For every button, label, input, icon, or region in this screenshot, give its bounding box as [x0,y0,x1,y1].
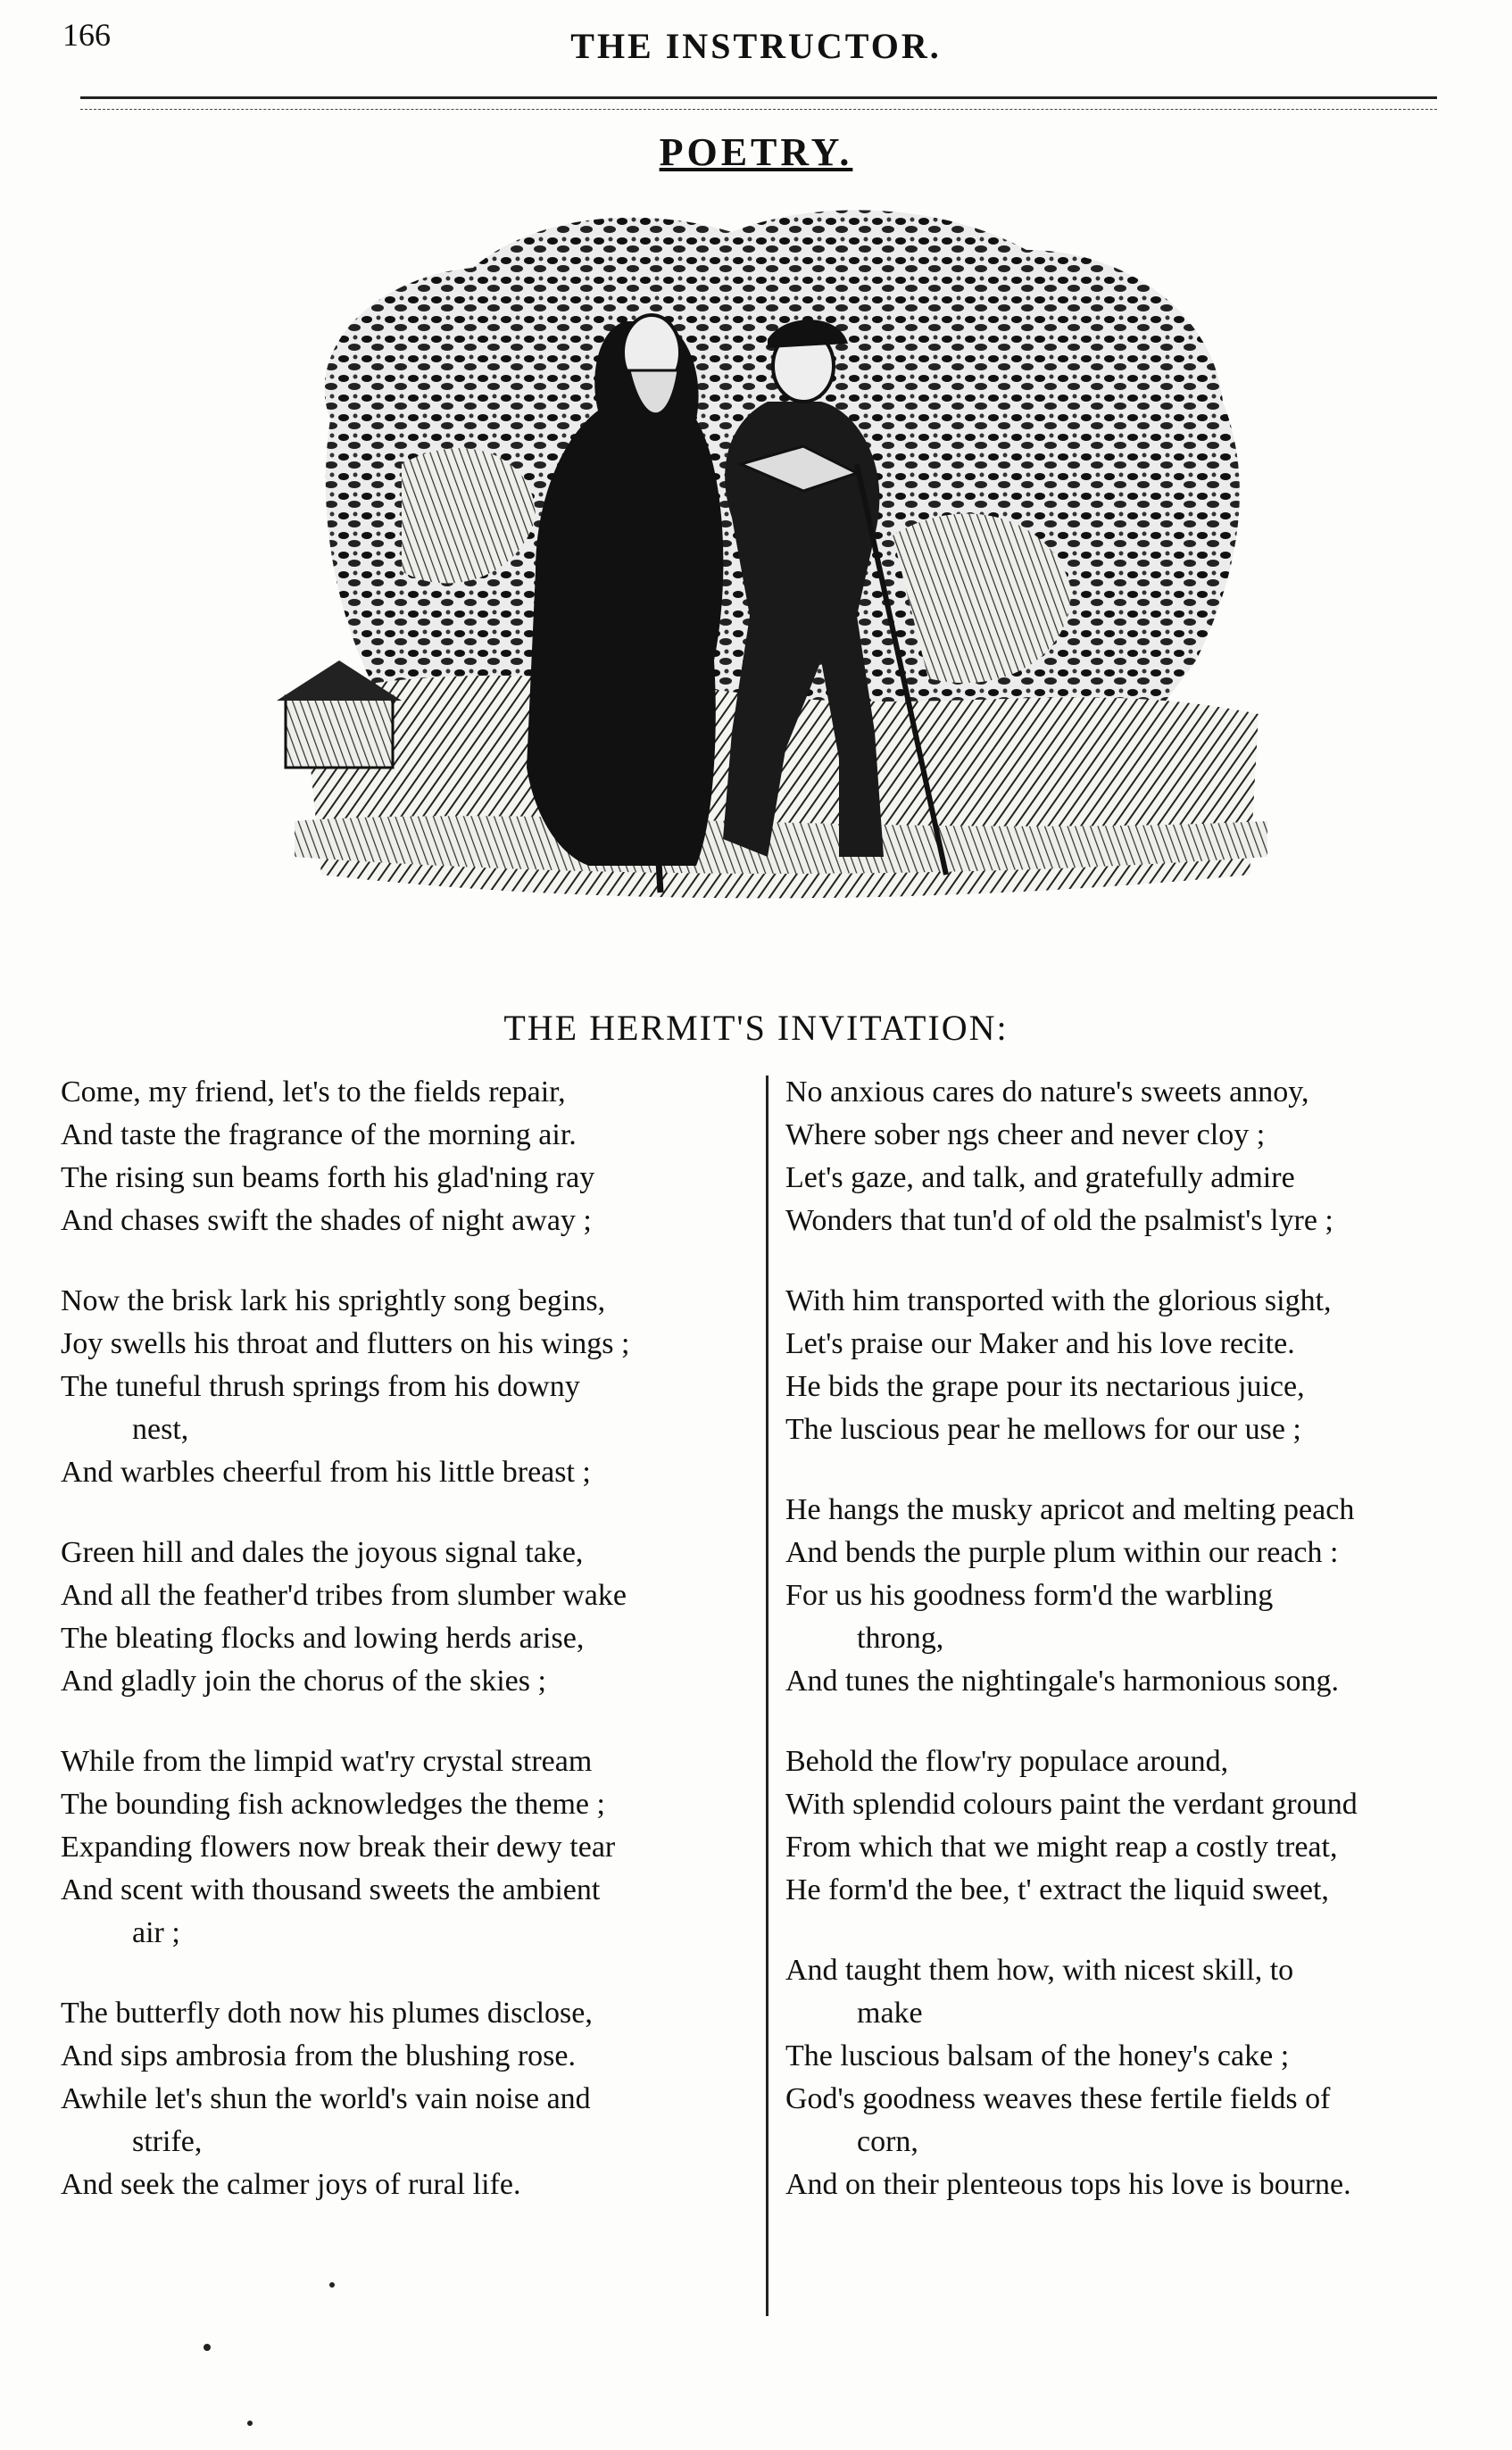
verse-line: And warbles cheerful from his little breast ; [61,1456,591,1489]
verse-line: And tunes the nightingale's harmonious song. [785,1665,1339,1698]
verse-line: Joy swells his throat and flutters on his wings ; [61,1327,630,1360]
verse-line: Let's praise our Maker and his love recite. [785,1327,1295,1360]
verse-line: nest, [132,1413,189,1446]
verse-line: He bids the grape pour its nectarious juice, [785,1370,1305,1403]
verse-line: God's goodness weaves these fertile fields of [785,2082,1331,2115]
verse-line: And taste the fragrance of the morning air. [61,1118,577,1151]
verse-line: Come, my friend, let's to the fields repair, [61,1076,566,1109]
verse-line: Behold the flow'ry populace around, [785,1745,1229,1778]
verse-line: make [857,1997,923,2030]
verse-line: Awhile let's shun the world's vain noise and [61,2082,591,2115]
verse-line: No anxious cares do nature's sweets annoy, [785,1076,1309,1109]
verse-line: The bleating flocks and lowing herds arise, [61,1622,585,1655]
verse-line: The luscious pear he mellows for our use ; [785,1413,1301,1446]
verse-line: The bounding fish acknowledges the theme ; [61,1788,605,1821]
running-head: THE INSTRUCTOR. [570,26,942,66]
poem-title: THE HERMIT'S INVITATION: [503,1008,1009,1048]
verse-line: Expanding flowers now break their dewy tear [61,1831,616,1864]
verse-line: corn, [857,2125,918,2158]
verse-line: And seek the calmer joys of rural life. [61,2168,521,2201]
verse-line: And gladly join the chorus of the skies ; [61,1665,546,1698]
verse-line: Let's gaze, and talk, and gratefully admire [785,1161,1295,1194]
verse-line: And chases swift the shades of night away ; [61,1204,592,1237]
page-number: 166 [62,17,111,53]
verse-line: throng, [857,1622,944,1655]
verse-line: strife, [132,2125,203,2158]
verse-line: From which that we might reap a costly treat, [785,1831,1338,1864]
verse-line: The tuneful thrush springs from his downy [61,1370,580,1403]
verse-line: While from the limpid wat'ry crystal stream [61,1745,593,1778]
verse-line: Now the brisk lark his sprightly song begins, [61,1284,606,1317]
verse-line: The luscious balsam of the honey's cake ; [785,2039,1290,2072]
verse-line: Wonders that tun'd of old the psalmist's lyre ; [785,1204,1333,1237]
verse-line: The rising sun beams forth his glad'ning ray [61,1161,595,1194]
verse-line: And bends the purple plum within our reach : [785,1536,1339,1569]
verse-line: Where sober ngs cheer and never cloy ; [785,1118,1266,1151]
verse-line: And sips ambrosia from the blushing rose. [61,2039,576,2072]
verse-line: He hangs the musky apricot and melting peach [785,1493,1355,1526]
verse-line: For us his goodness form'd the warbling [785,1579,1274,1612]
verse-line: And scent with thousand sweets the ambient [61,1873,601,1906]
verse-line: With splendid colours paint the verdant ground [785,1788,1358,1821]
verse-line: air ; [132,1916,180,1949]
verse-line: The butterfly doth now his plumes disclose, [61,1997,593,2030]
verse-line: And all the feather'd tribes from slumber wake [61,1579,627,1612]
verse-line: Green hill and dales the joyous signal take, [61,1536,584,1569]
section-title: POETRY. [659,130,853,174]
verse-line: He form'd the bee, t' extract the liquid sweet, [785,1873,1329,1906]
verse-line: And taught them how, with nicest skill, to [785,1954,1294,1987]
verse-line: And on their plenteous tops his love is bourne. [785,2168,1351,2201]
verse-line: With him transported with the glorious sight, [785,1284,1332,1317]
